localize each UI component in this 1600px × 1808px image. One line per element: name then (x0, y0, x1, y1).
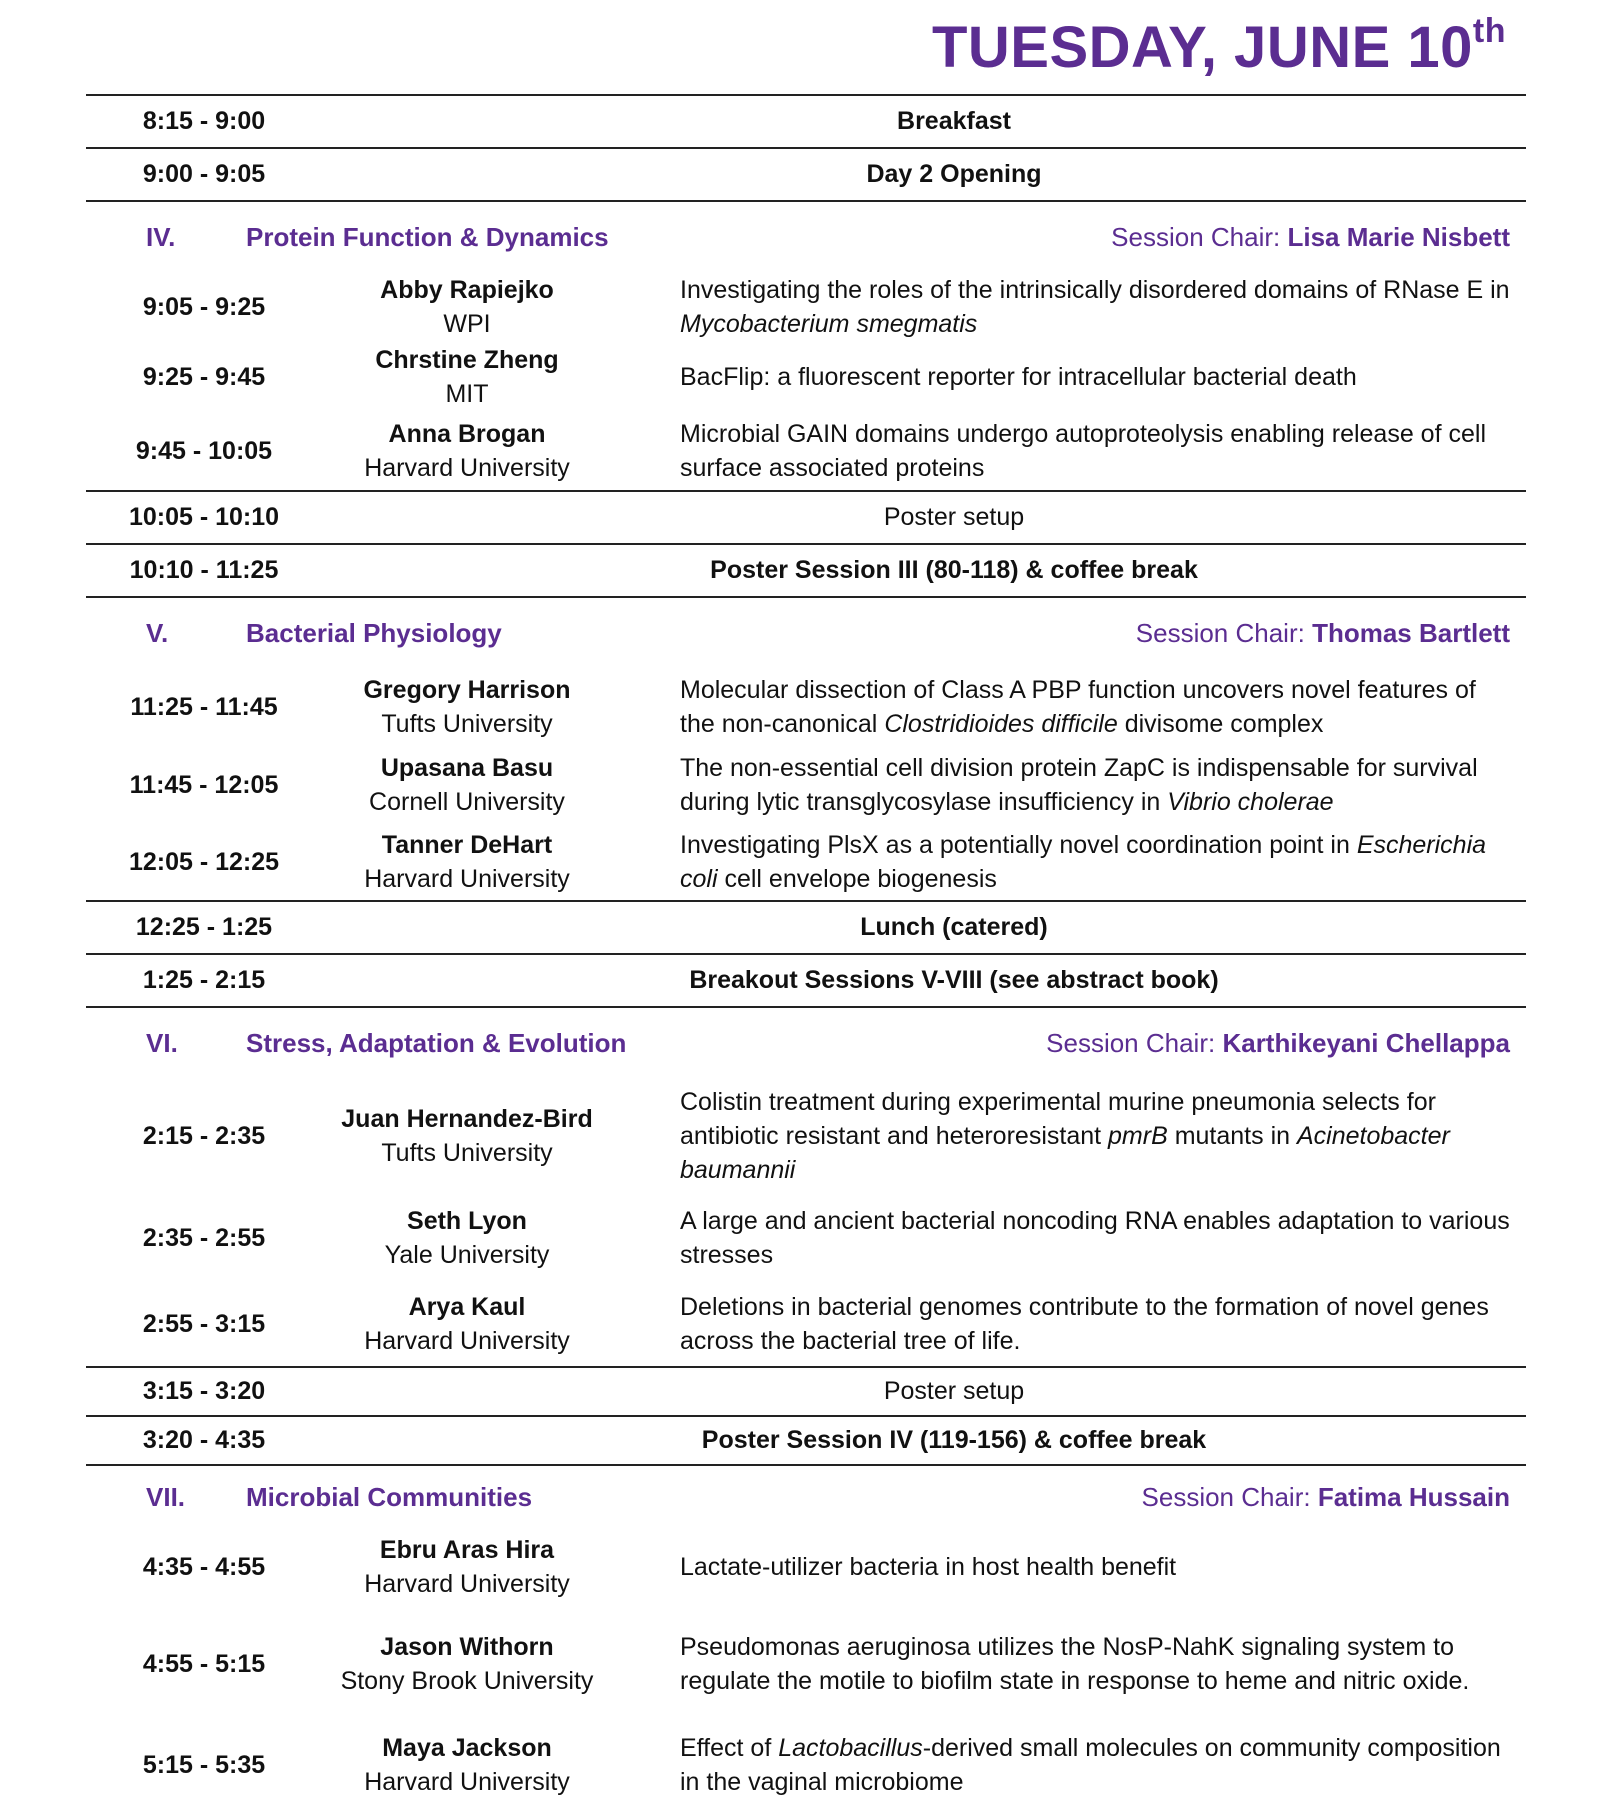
session-number: VI. (146, 1027, 178, 1058)
talk-time: 2:35 - 2:55 (142, 1223, 266, 1252)
session-title: Protein Function & Dynamics (246, 221, 609, 252)
row-time: 10:05 - 10:10 (128, 503, 280, 531)
talk-row (86, 1194, 1526, 1282)
talk-row (86, 668, 1526, 746)
session-number: VII. (146, 1481, 186, 1512)
talk-title: Colistin treatment during experimental murine pneumonia selects for antibiotic resistant and heteroresistant pmrB mutants in Acinetobacter baumannii (680, 1088, 1450, 1184)
session-number: IV. (146, 221, 176, 252)
talk-time: 2:15 - 2:35 (142, 1121, 266, 1150)
talk-time: 11:45 - 12:05 (129, 770, 279, 799)
talk-time: 11:25 - 11:45 (130, 692, 278, 721)
talk-row (86, 824, 1526, 900)
session-title: Bacterial Physiology (246, 617, 502, 648)
talk-row (86, 1606, 1526, 1722)
session-chair: Session Chair: Thomas Bartlett (1135, 617, 1510, 648)
talk-row (86, 1078, 1526, 1194)
talk-time: 9:45 - 10:05 (135, 436, 273, 465)
talk-row (86, 1528, 1526, 1606)
talk-title: Pseudomonas aeruginosa utilizes the NosP-NahK signaling system to regulate the motile to biofilm state in response to heme and nitric oxide. (680, 1633, 1470, 1695)
session-header (86, 1464, 1526, 1528)
row-event: Breakfast (897, 107, 1011, 135)
speaker: Gregory Harrison Tufts University (363, 676, 571, 738)
speaker: Tanner DeHart Harvard University (364, 831, 570, 893)
speaker: Maya Jackson Harvard University (364, 1734, 570, 1796)
session-header (86, 596, 1526, 668)
session-chair: Session Chair: Karthikeyani Chellappa (1046, 1027, 1510, 1058)
schedule-row (86, 900, 1526, 953)
speaker: Ebru Aras Hira Harvard University (364, 1536, 570, 1598)
speaker: Arya Kaul Harvard University (364, 1293, 570, 1355)
schedule-row (86, 147, 1526, 200)
row-event: Breakout Sessions V-VIII (see abstract book) (689, 966, 1219, 994)
row-event: Poster setup (883, 503, 1025, 531)
talk-time: 5:15 - 5:35 (142, 1750, 266, 1779)
row-time: 8:15 - 9:00 (142, 107, 266, 135)
schedule-row (86, 953, 1526, 1006)
talk-time: 9:05 - 9:25 (142, 292, 266, 321)
schedule-row (86, 543, 1526, 596)
session-title: Stress, Adaptation & Evolution (246, 1027, 627, 1058)
talk-time: 2:55 - 3:15 (142, 1309, 266, 1338)
talk-title: Effect of Lactobacillus-derived small molecules on community composition in the vaginal microbiome (680, 1734, 1501, 1796)
row-event: Poster setup (883, 1377, 1025, 1405)
session-chair: Session Chair: Fatima Hussain (1141, 1481, 1510, 1512)
talk-title: A large and ancient bacterial noncoding RNA enables adaptation to various stresses (680, 1207, 1510, 1269)
talk-title: Deletions in bacterial genomes contribute to the formation of novel genes across the bacterial tree of life. (680, 1293, 1489, 1355)
talk-title: Lactate-utilizer bacteria in host health benefit (680, 1553, 1177, 1581)
speaker: Anna Brogan Harvard University (364, 420, 570, 482)
talk-title: Investigating PlsX as a potentially novel coordination point in Escherichia coli cell envelope biogenesis (680, 831, 1487, 893)
talk-row (86, 1722, 1526, 1808)
speaker: Jason Withorn Stony Brook University (340, 1633, 594, 1695)
session-header (86, 200, 1526, 272)
talk-title: Molecular dissection of Class A PBP function uncovers novel features of the non-canonical Clostridioides difficile divisome complex (680, 676, 1476, 738)
row-time: 3:20 - 4:35 (142, 1426, 266, 1454)
schedule-row (86, 94, 1526, 147)
row-time: 10:10 - 11:25 (129, 556, 279, 584)
talk-time: 9:25 - 9:45 (142, 362, 266, 391)
page-title: TUESDAY, JUNE 10th (931, 12, 1506, 80)
talk-title: BacFlip: a fluorescent reporter for intracellular bacterial death (680, 363, 1357, 391)
talk-row (86, 746, 1526, 824)
row-event: Lunch (catered) (860, 913, 1048, 941)
schedule-row (86, 490, 1526, 543)
row-time: 1:25 - 2:15 (142, 966, 266, 994)
schedule (86, 94, 1526, 1808)
speaker: Juan Hernandez-Bird Tufts University (341, 1105, 593, 1167)
row-time: 3:15 - 3:20 (142, 1377, 266, 1405)
speaker: Chrstine Zheng MIT (375, 346, 559, 408)
talk-title: Microbial GAIN domains undergo autoproteolysis enabling release of cell surface associated proteins (680, 420, 1486, 482)
talk-row (86, 1282, 1526, 1366)
row-event: Poster Session III (80-118) & coffee break (710, 556, 1198, 584)
session-chair: Session Chair: Lisa Marie Nisbett (1111, 221, 1510, 252)
session-number: V. (146, 617, 169, 648)
row-event: Day 2 Opening (866, 160, 1042, 188)
talk-time: 12:05 - 12:25 (128, 847, 280, 876)
speaker: Seth Lyon Yale University (384, 1207, 550, 1269)
session-title: Microbial Communities (246, 1481, 533, 1512)
talk-title: Investigating the roles of the intrinsically disordered domains of RNase E in Mycobacterium smegmatis (680, 276, 1510, 338)
row-event: Poster Session IV (119-156) & coffee break (701, 1426, 1207, 1454)
talk-row (86, 412, 1526, 490)
talk-title: The non-essential cell division protein ZapC is indispensable for survival during lytic transglycosylase insufficiency in Vibrio cholerae (680, 754, 1478, 816)
schedule-row (86, 1415, 1526, 1464)
talk-row (86, 272, 1526, 342)
row-time: 12:25 - 1:25 (135, 913, 273, 941)
talk-time: 4:35 - 4:55 (142, 1552, 266, 1581)
row-time: 9:00 - 9:05 (142, 160, 266, 188)
talk-time: 4:55 - 5:15 (142, 1649, 266, 1678)
speaker: Upasana Basu Cornell University (369, 754, 565, 816)
schedule-row (86, 1366, 1526, 1415)
speaker: Abby Rapiejko WPI (380, 276, 554, 338)
session-header (86, 1006, 1526, 1078)
talk-row (86, 342, 1526, 412)
